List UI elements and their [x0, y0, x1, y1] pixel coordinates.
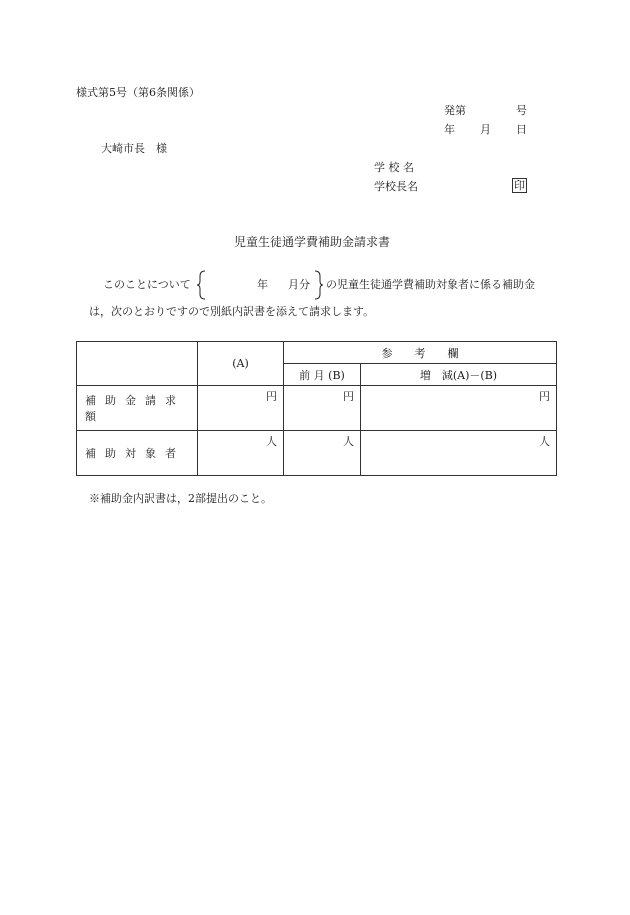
date-month: 月: [480, 123, 491, 136]
body-line1-rest: の児童生徒通学費補助対象者に係る補助金: [326, 278, 535, 291]
table-row: [77, 431, 557, 476]
footnote: ※補助金内訳書は，2部提出のこと。: [89, 492, 272, 505]
date-day: 日: [516, 123, 527, 136]
left-brace: [197, 270, 207, 300]
addressee: 大崎市長 様: [101, 142, 167, 155]
row-label-recipients: 補助対象者: [77, 431, 198, 476]
header-prev-month: 前 月 (B): [284, 364, 361, 386]
header-col-a: (A): [198, 342, 284, 386]
school-name-label: 学 校 名: [374, 161, 414, 174]
cell-diff-recipients: 人: [361, 431, 557, 476]
cell-a-recipients: 人: [198, 431, 284, 476]
cell-prev-amount: 円: [284, 386, 361, 431]
principal-name-label: 学校長名: [374, 180, 418, 193]
header-blank: [77, 342, 198, 386]
table-row: [77, 386, 557, 431]
request-table: [76, 341, 557, 476]
cell-prev-recipients: 人: [284, 431, 361, 476]
header-diff: 増 減(A)－(B): [361, 364, 557, 386]
cell-diff-amount: 円: [361, 386, 557, 431]
issue-number-suffix: 号: [516, 104, 527, 117]
body-line2: は，次のとおりですので別紙内訳書を添えて請求します。: [89, 305, 375, 318]
date-year: 年: [444, 123, 455, 136]
header-reference: 参 考 欄: [284, 342, 557, 364]
right-brace: [313, 270, 323, 300]
form-number: 様式第5号（第6条関係）: [76, 86, 200, 99]
body-month-part: 月分: [288, 278, 310, 291]
issue-label: 発第: [444, 104, 466, 117]
seal-mark: 印: [514, 179, 525, 192]
body-year: 年: [257, 278, 268, 291]
body-lead: このことについて: [103, 278, 191, 291]
row-label-amount: 補助金請求額: [77, 386, 198, 431]
cell-a-amount: 円: [198, 386, 284, 431]
document-title: 児童生徒通学費補助金請求書: [234, 235, 391, 249]
